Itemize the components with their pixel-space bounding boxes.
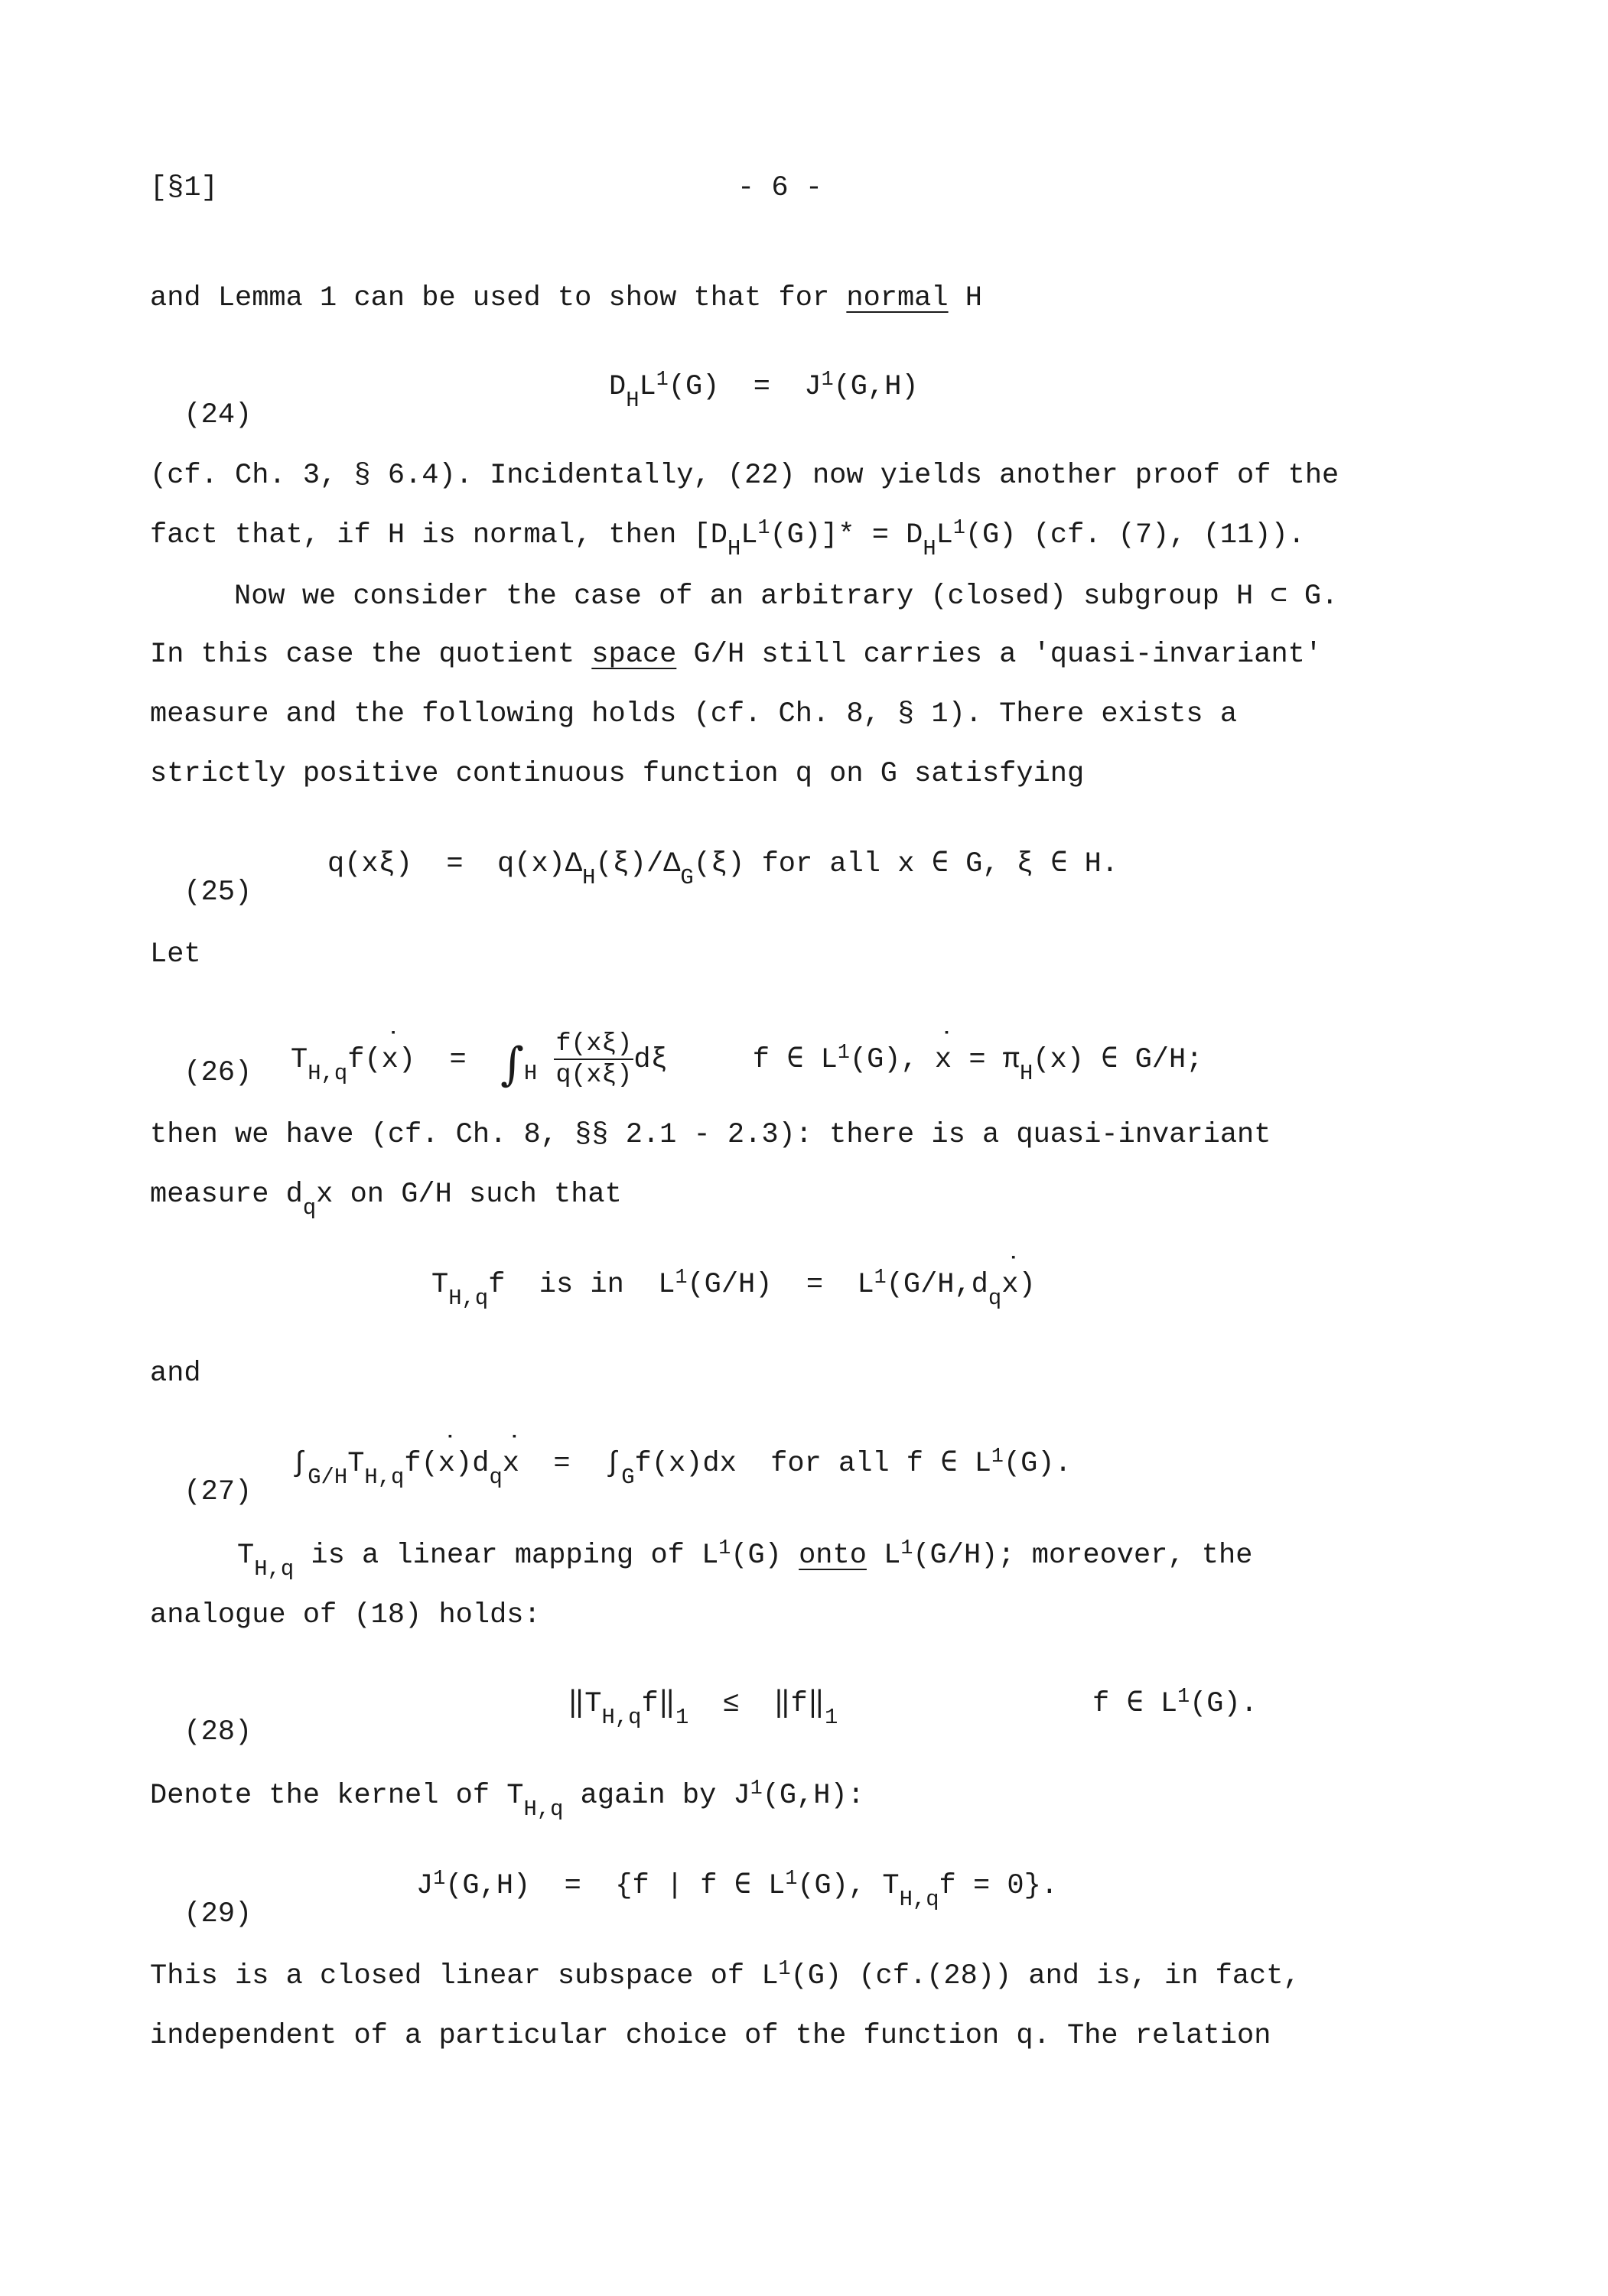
section-marker: [§1] <box>150 172 218 204</box>
underlined-word: normal <box>846 282 949 314</box>
text-line: (cf. Ch. 3, § 6.4). Incidentally, (22) now yields another proof of the <box>150 460 1339 492</box>
equation-number: (25) <box>184 876 252 909</box>
text-line: and <box>150 1358 201 1390</box>
page-number: - 6 - <box>737 172 823 204</box>
equation-number: (28) <box>184 1716 252 1748</box>
underlined-word: space <box>591 639 677 671</box>
text-line: measure $d_qx$ on G/H such that <box>150 1179 622 1221</box>
text-line: Let <box>150 938 201 971</box>
equation-number: (29) <box>184 1898 252 1930</box>
equation-25: (25) $q(x\xi) = q(x)\Delta_H(\xi)/\Delta_G(\xi)$ for all x ∈ G, ξ ∈ H. <box>184 848 1118 909</box>
text-line: measure and the following holds (cf. Ch. 8, § 1). There exists a <box>150 698 1238 730</box>
equation-24: (24) $D_HL^1(G) = J^1(G,H)$ <box>184 368 919 431</box>
text-line: strictly positive continuous function q on G satisfying <box>150 758 1085 790</box>
text-line: independent of a particular choice of the function q. The relation <box>150 2020 1271 2052</box>
equation-unnumbered: $T_{H,q}f$ is in $L^1(G/H) = L^1(G/H,d_qx$ ˙) <box>150 1271 184 1328</box>
equation-number: (27) <box>184 1476 252 1508</box>
text-line: $T_{H,q}$ is a linear mapping of $L^1(G)$ onto $L^1(G/H)$; moreover, the <box>237 1537 1253 1582</box>
text-line: In this case the quotient space G/H still carries a 'quasi-invariant' <box>150 639 1323 671</box>
equation-29: (29) $J^1(G,H) = \{f$ | f ∈ $L^1(G)$, $T_{H,q}f = 0$}. <box>184 1867 1058 1930</box>
equation-number: (26) <box>184 1057 252 1089</box>
text-line: Denote the kernel of $T_{H,q}$ again by $J^1(G,H)$: <box>150 1777 864 1822</box>
text-line: This is a closed linear subspace of $L^1(G)$ (cf.(28)) and is, in fact, <box>150 1957 1300 1992</box>
equation-number: (24) <box>184 399 252 431</box>
equation-28: (28) $‖T_{H,q}f‖_1$ ≤ $‖f‖_1$ f ∈ $L^1(G)$. <box>184 1685 1258 1748</box>
equation-26: (26) $T_{H,q}f(x$ ˙) = $\int_H$ $\frac{f(x\xi)}{q(x\xi)}$ dξ f ∈ $L^1(G)$, x ˙ = $\pi_H(x)$ ∈ G/H; <box>150 1031 252 1116</box>
equation-27: (27) $\int_{G/H}T_{H,q}f(x$ $˙)d_qx$ ˙ = $\int_Gf(x)dx$ for all f ∈ $L^1(G)$. <box>150 1450 252 1535</box>
underlined-word: onto <box>799 1540 867 1572</box>
text-line: fact that, if H is normal, then $[D_HL^1(G)]* = D_HL^1(G)$ (cf. (7), (11)). <box>150 516 1305 561</box>
text-line: then we have (cf. Ch. 8, §§ 2.1 - 2.3): there is a quasi-invariant <box>150 1119 1271 1151</box>
text-line: Now we consider the case of an arbitrary (closed) subgroup H ⊂ G. <box>234 581 1339 613</box>
text-line: and Lemma 1 can be used to show that for normal H <box>150 282 983 314</box>
text-line: analogue of (18) holds: <box>150 1599 541 1631</box>
